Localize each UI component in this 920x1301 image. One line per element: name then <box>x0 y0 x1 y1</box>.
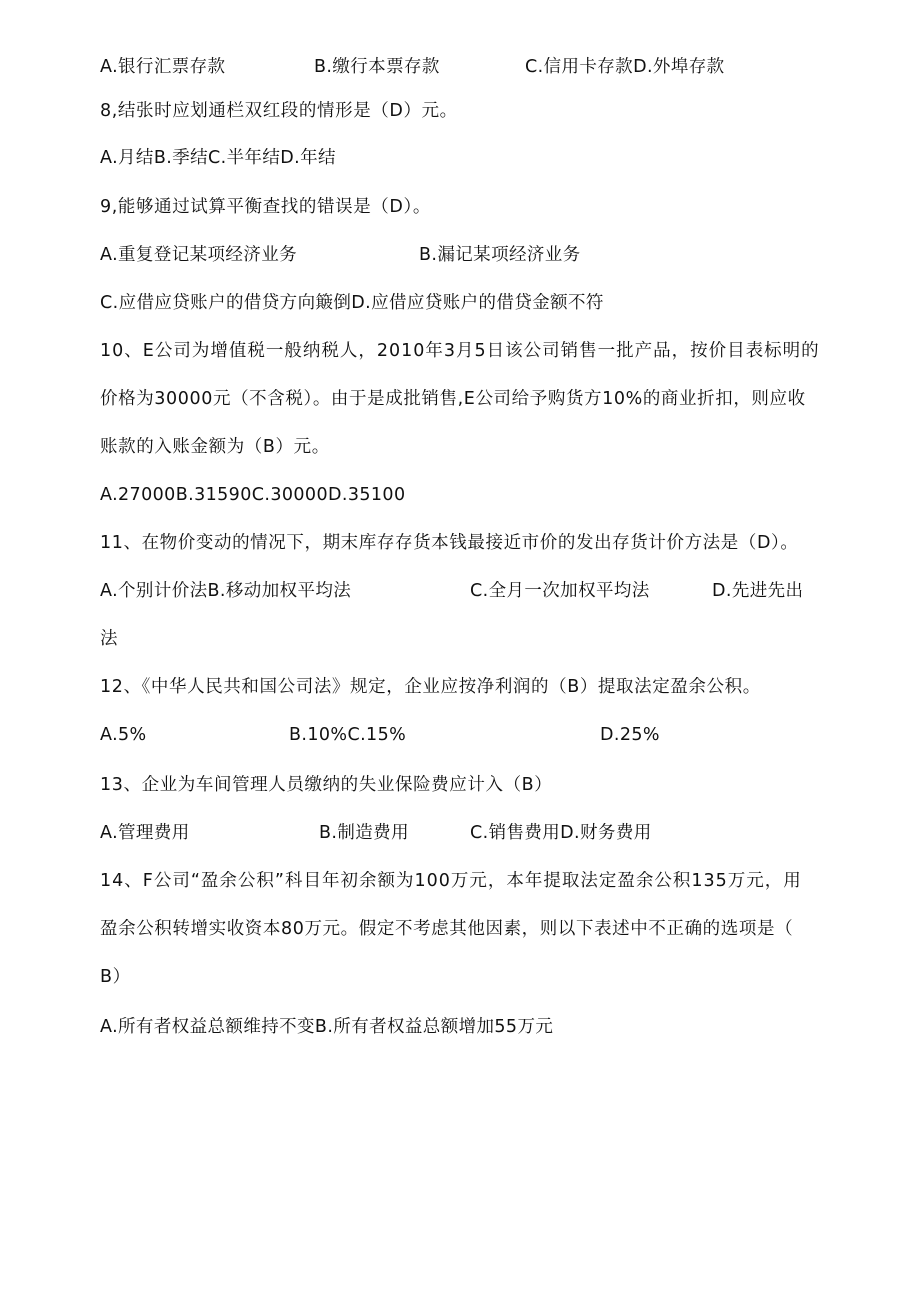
question-text: B） <box>100 967 131 987</box>
question-text: 价格为30000元（不含税）。由于是成批销售,E公司给予购货方10%的商业折扣，则应收 <box>100 389 806 409</box>
options-line-q9-cd <box>0 288 920 318</box>
question-text: 12、《中华人民共和国公司法》规定，企业应按净利润的（B）提取法定盈余公积。 <box>100 677 761 697</box>
question-8 <box>0 96 920 126</box>
question-text: 11、在物价变动的情况下，期末库存存货本钱最接近市价的发出存货计价方法是（D）。 <box>100 533 799 553</box>
options-text: A.27000B.31590C.30000D.35100 <box>100 485 406 505</box>
options-line-q14 <box>0 1012 920 1042</box>
options-line-q12 <box>0 720 920 750</box>
question-text: 盈余公积转增实收资本80万元。假定不考虑其他因素，则以下表述中不正确的选项是（ <box>100 919 794 939</box>
question-10-line-1 <box>0 336 920 366</box>
option-d: D.先进先出 <box>712 581 804 601</box>
option-b: B.制造费用 <box>319 823 409 843</box>
option-a: A.管理费用 <box>100 823 190 843</box>
question-10-line-3 <box>0 432 920 462</box>
option-a: A.银行汇票存款 <box>100 57 226 77</box>
options-line-q9-ab <box>0 240 920 270</box>
option-a: A.5% <box>100 725 147 745</box>
question-text: 10、E公司为增值税一般纳税人，2010年3月5日该公司销售一批产品，按价目表标明的 <box>100 341 820 361</box>
question-9 <box>0 192 920 222</box>
option-b: B.漏记某项经济业务 <box>419 245 581 265</box>
option-d: D.25% <box>600 725 660 745</box>
option-b-c: B.10%C.15% <box>289 725 407 745</box>
question-13 <box>0 770 920 800</box>
question-10-line-2 <box>0 384 920 414</box>
option-b: B.缴行本票存款 <box>314 57 440 77</box>
question-text: 账款的入账金额为（B）元。 <box>100 437 330 457</box>
options-text: 法 <box>100 629 118 649</box>
options-line-q13 <box>0 818 920 848</box>
question-text: 9,能够通过试算平衡查找的错误是（D）。 <box>100 197 431 217</box>
option-a: A.重复登记某项经济业务 <box>100 245 298 265</box>
question-12 <box>0 672 920 702</box>
question-14-line-3 <box>0 962 920 992</box>
option-a-b: A.个别计价法B.移动加权平均法 <box>100 581 352 601</box>
question-14-line-2 <box>0 914 920 944</box>
options-line-q11 <box>0 576 920 606</box>
option-c-d: C.信用卡存款D.外埠存款 <box>525 57 725 77</box>
question-11 <box>0 528 920 558</box>
options-text: C.应借应贷账户的借贷方向簸倒D.应借应贷账户的借贷金额不符 <box>100 293 604 313</box>
question-text: 13、企业为车间管理人员缴纳的失业保险费应计入（B） <box>100 775 553 795</box>
options-line-q7 <box>0 52 920 82</box>
question-text: 8,结张时应划通栏双红段的情形是（D）元。 <box>100 101 458 121</box>
options-line-q8 <box>0 143 920 173</box>
option-c-d: C.销售费用D.财务费用 <box>470 823 652 843</box>
options-line-q11-wrap <box>0 624 920 654</box>
options-text: A.月结B.季结C.半年结D.年结 <box>100 148 336 168</box>
options-text: A.所有者权益总额维持不变B.所有者权益总额增加55万元 <box>100 1017 554 1037</box>
question-14-line-1 <box>0 866 920 896</box>
question-text: 14、F公司“盈余公积”科目年初余额为100万元，本年提取法定盈余公积135万元，用 <box>100 871 802 891</box>
option-c: C.全月一次加权平均法 <box>470 581 650 601</box>
options-line-q10 <box>0 480 920 510</box>
